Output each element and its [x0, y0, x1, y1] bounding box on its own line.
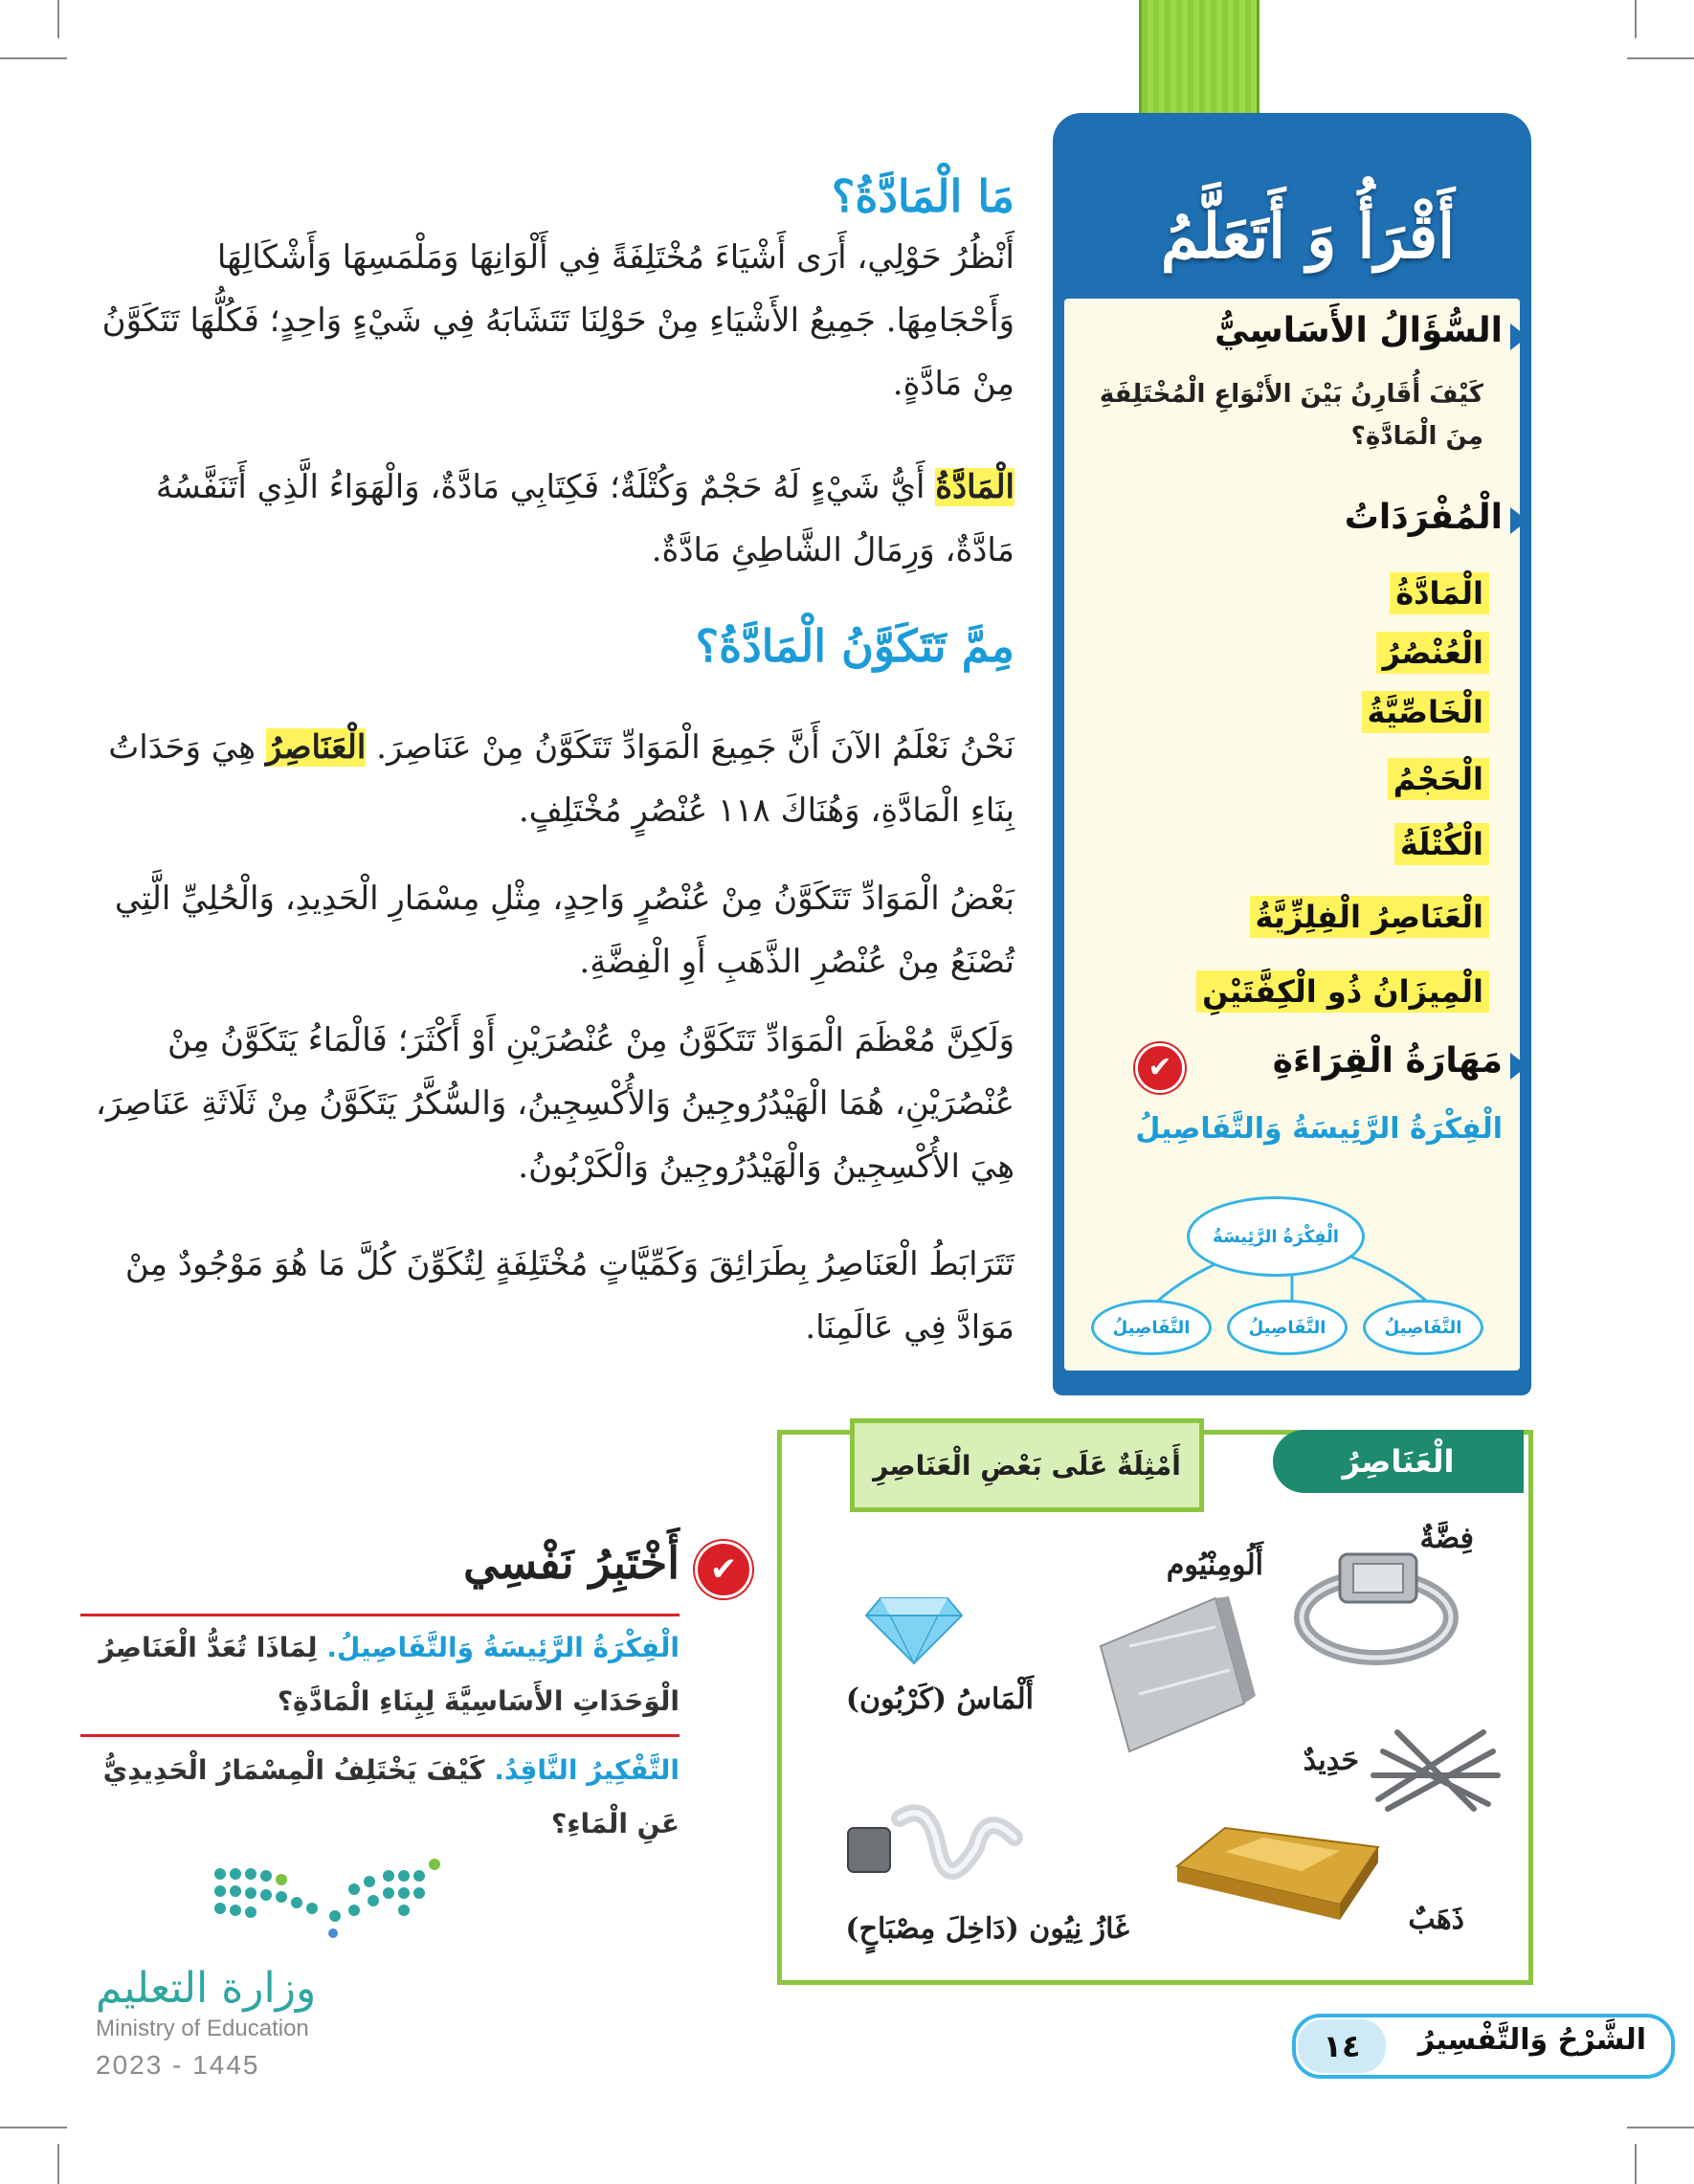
vocab-item: الْمَادَّةُ [1390, 572, 1489, 614]
vocab-heading: الْمُفْرَدَاتُ [1344, 498, 1503, 537]
test-yourself-title: أَخْتَبِرُ نَفْسِي [463, 1537, 680, 1589]
checkmark-icon: ✔ [695, 1541, 752, 1598]
crop-mark [1635, 2144, 1637, 2184]
skill-heading: مَهَارَةُ الْقِرَاءَةِ [1272, 1041, 1503, 1081]
checkmark-icon: ✔ [1135, 1043, 1185, 1093]
paragraph-6: تَتَرَابَطُ الْعَنَاصِرُ بِطَرَائِقَ وَكَمِّيَّاتٍ مُخْتَلِفَةٍ لِتُكَوِّنَ كُلَّ مَا هُوَ مَوْجُودٌ مِنْ مَوَادَّ فِي عَالَمِنَا. [124, 1245, 1014, 1347]
ministry-logo-dots-icon [201, 1855, 450, 1941]
paragraph-3-rest: هِيَ وَحَدَاتُ بِنَاءِ الْمَادَّةِ، وَهُنَاكَ ١١٨ عُنْصُرٍ مُخْتَلِفٍ. [108, 728, 1014, 830]
ministry-name-english: Ministry of Education [96, 2016, 309, 2041]
crop-mark [1635, 0, 1637, 38]
page-number: ١٤ [1298, 2019, 1386, 2073]
label-iron: حَدِيدٌ [1303, 1744, 1359, 1777]
organizer-main-idea: الْفِكْرَةُ الرَّئِيسَةُ [1187, 1196, 1365, 1277]
vocab-item: الْخَاصِّيَّةُ [1362, 691, 1489, 733]
crop-mark [1627, 57, 1694, 59]
question-2-text: كَيْفَ يَخْتَلِفُ الْمِسْمَارُ الْحَدِيدِيُّ عَنِ الْمَاءِ؟ [102, 1754, 680, 1839]
label-neon: غَازُ نِيُون (دَاخِلَ مِصْبَاحٍ) [845, 1912, 1129, 1946]
question-critical-thinking [80, 1744, 680, 1851]
organizer-detail: التَّفَاصِيلُ [1227, 1300, 1348, 1355]
vocab-item: الْعُنْصُرُ [1376, 632, 1489, 674]
reading-skill: الْفِكْرَةُ الرَّئِيسَةُ وَالتَّفَاصِيلُ [1135, 1112, 1503, 1146]
crop-mark [57, 0, 59, 38]
examples-tab-label: أَمْثِلَةٌ عَلَى بَعْضِ الْعَنَاصِرِ [873, 1449, 1181, 1482]
label-aluminum: أَلُومِنْيُوم [1166, 1549, 1263, 1582]
label-gold: ذَهَبٌ [1408, 1903, 1464, 1936]
elements-tab [1273, 1430, 1524, 1493]
question-1-label: الْفِكْرَةُ الرَّئِيسَةُ وَالتَّفَاصِيلُ. [326, 1632, 680, 1663]
crop-mark [1627, 2127, 1694, 2128]
iron-nails-image [1369, 1713, 1503, 1818]
essential-question-heading: السُّؤَالُ الأَسَاسِيُّ [1214, 311, 1503, 350]
aluminum-foil-image [1072, 1589, 1263, 1761]
term-matter: الْمَادَّةُ [935, 468, 1014, 506]
divider [80, 1614, 680, 1616]
paragraph-4: بَعْضُ الْمَوَادِّ تَتَكَوَّنُ مِنْ عُنْصُرٍ وَاحِدٍ، مِثْلِ مِسْمَارِ الْحَدِيدِ، وَالْحُلِيِّ الَّتِي تُصْنَعُ مِنْ عُنْصُرِ الذَّهَبِ أَوِ الْفِضَّةِ. [114, 880, 1014, 981]
paragraph-2-text: أَيُّ شَيْءٍ لَهُ حَجْمٌ وَكُتْلَةٌ؛ فَكِتَابِي مَادَّةٌ، وَالْهَوَاءُ الَّذِي أَتَنَفَّسُهُ مَادَّةٌ، وَرِمَالُ الشَّاطِئِ مَادَّةٌ. [155, 468, 1014, 569]
arrow-marker-icon [1510, 507, 1527, 534]
question-1-text: لِمَاذَا تُعَدُّ الْعَنَاصِرُ الْوَحَدَاتِ الأَسَاسِيَّةَ لِبِنَاءِ الْمَادَّةِ؟ [99, 1632, 680, 1717]
arrow-marker-icon [1510, 323, 1527, 350]
essential-question: كَيْفَ أُقَارِنُ بَيْنَ الأَنْوَاعِ الْمُخْتَلِفَةِ مِنَ الْمَادَّةِ؟ [1099, 380, 1483, 451]
footer-section-title: الشَّرْحُ وَالتَّفْسِيرُ [1417, 2023, 1646, 2057]
silver-ring-image [1290, 1541, 1462, 1665]
paragraph-1: أَنْظُرُ حَوْلِي، أَرَى أَشْيَاءَ مُخْتَلِفَةً فِي أَلْوَانِهَا وَمَلْمَسِهَا وَأَشْكَالِهَا وَأَحْجَامِهَا. جَمِيعُ الأَشْيَاءِ مِنْ حَوْلِنَا تَتَشَابَهُ فِي شَيْءٍ وَاحِدٍ؛ فَكُلُّهَا تَتَكَوَّنُ مِنْ مَادَّةٍ. [101, 238, 1014, 403]
vocab-item: الْعَنَاصِرُ الْفِلِزِّيَّةُ [1250, 896, 1490, 938]
diamond-image [861, 1579, 967, 1665]
elements-tab-label: الْعَنَاصِرُ [1342, 1443, 1455, 1480]
paragraph-5: وَلَكِنَّ مُعْظَمَ الْمَوَادِّ تَتَكَوَّنُ مِنْ عُنْصُرَيْنِ أَوْ أَكْثَرَ؛ فَالْمَاءُ يَتَكَوَّنُ مِنْ عُنْصُرَيْنِ، هُمَا الْهَيْدُرُوجِينُ وَالأُكْسِجِينُ، وَالسُّكَّرُ يَتَكَوَّنُ مِنْ ثَلَاثَةِ عَنَاصِرَ، هِيَ الأُكْسِجِينُ وَالْهَيْدُرُوجِينُ وَالْكَرْبُونُ. [95, 1021, 1014, 1186]
neon-bulb-image [842, 1790, 1034, 1914]
arrow-marker-icon [1510, 1053, 1527, 1080]
ministry-name-arabic: وزارة التعليم [96, 1964, 317, 2013]
examples-tab [850, 1418, 1204, 1512]
card-title: أَقْرَأُ وَ أَتَعَلَّمُ [1160, 201, 1455, 273]
organizer-detail: التَّفَاصِيلُ [1363, 1300, 1483, 1355]
gold-bar-image [1168, 1809, 1388, 1924]
vocab-item: الْحَجْمُ [1388, 758, 1489, 800]
vocab-item: الْكُتْلَةُ [1394, 823, 1489, 865]
paragraph-3 [92, 716, 1014, 842]
edition-year: 2023 - 1445 [96, 2050, 260, 2080]
crop-mark [0, 2127, 67, 2128]
paragraph-3-text: نَحْنُ نَعْلَمُ الآنَ أَنَّ جَمِيعَ الْمَوَادِّ تَتَكَوَّنُ مِنْ عَنَاصِرَ. [366, 728, 1014, 767]
label-silver: فِضَّةٌ [1419, 1522, 1474, 1555]
vocab-item: الْمِيزَانُ ذُو الْكِفَّتَيْنِ [1196, 970, 1489, 1013]
term-elements: الْعَنَاصِرُ [265, 728, 367, 767]
organizer-detail: التَّفَاصِيلُ [1091, 1300, 1212, 1355]
crop-mark [57, 2144, 59, 2184]
question-main-idea [80, 1621, 680, 1728]
heading-matter-composition: مِمَّ تَتَكَوَّنُ الْمَادَّةُ؟ [695, 620, 1014, 672]
divider [80, 1734, 680, 1737]
label-diamond: أَلْمَاسُ (كَرْبُون) [845, 1683, 1034, 1716]
heading-what-is-matter: مَا الْمَادَّةُ؟ [831, 170, 1014, 222]
crop-mark [0, 57, 67, 59]
paragraph-2 [92, 456, 1014, 582]
question-2-label: التَّفْكِيرُ النَّاقِدُ. [494, 1754, 680, 1786]
